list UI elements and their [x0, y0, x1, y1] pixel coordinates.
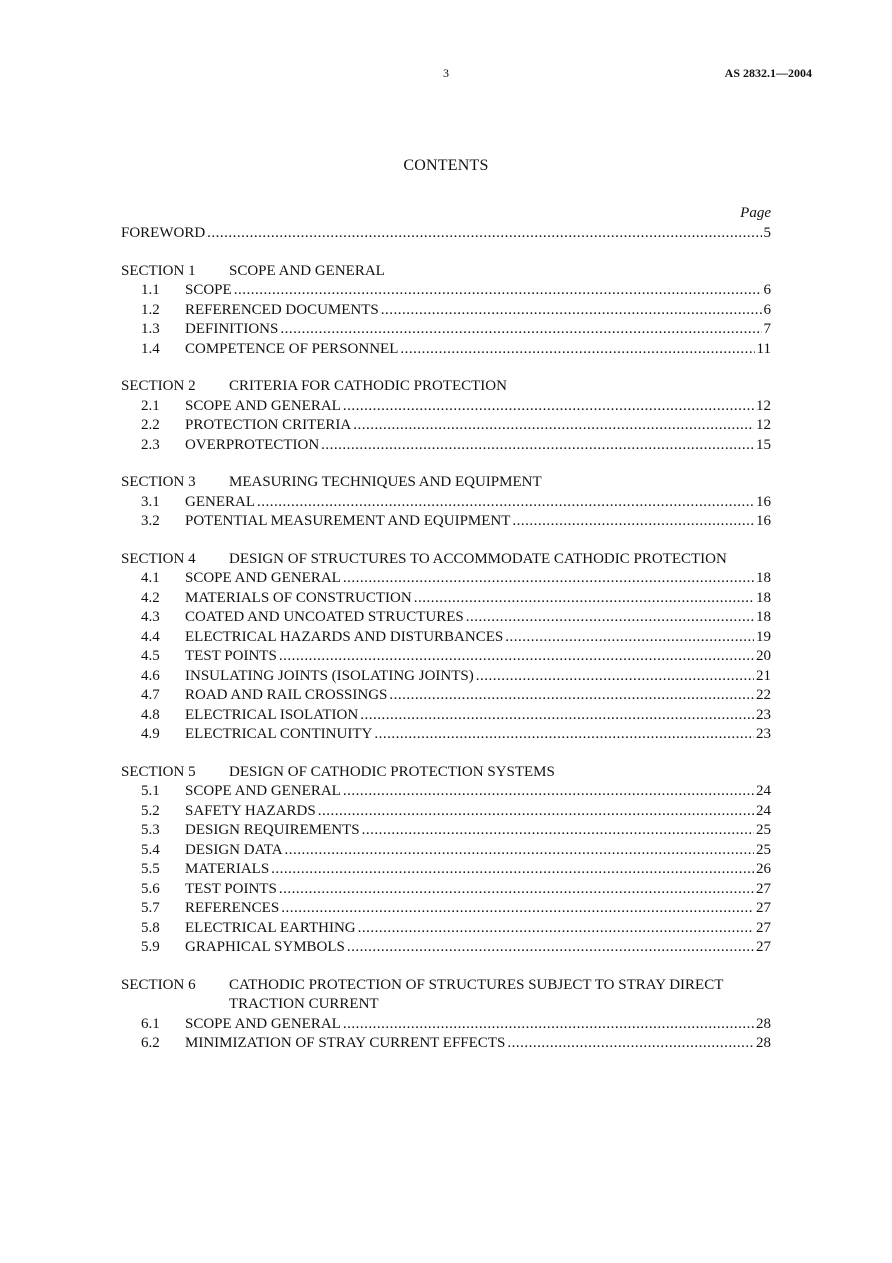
- section-number: SECTION 5: [121, 763, 196, 780]
- leader-dots: [476, 667, 754, 687]
- toc-entry-page: 22: [756, 687, 771, 703]
- toc-entry[interactable]: [121, 1034, 771, 1054]
- leader-dots: [360, 706, 754, 726]
- section-title: CATHODIC PROTECTION OF STRUCTURES SUBJECT TO STRAY DIRECT TRACTION CURRENT: [229, 976, 724, 1012]
- toc-entry-label: SCOPE AND GENERAL: [185, 397, 341, 414]
- toc-entry-page: 21: [756, 667, 771, 684]
- leader-dots: [381, 301, 762, 321]
- leader-dots: [414, 589, 754, 609]
- section-heading[interactable]: [121, 763, 771, 783]
- toc-entry-label: POTENTIAL MEASUREMENT AND EQUIPMENT: [185, 513, 511, 529]
- section-heading[interactable]: [121, 262, 771, 282]
- toc-entry-label: ELECTRICAL EARTHING: [185, 919, 356, 936]
- leader-dots: [207, 224, 761, 244]
- leader-dots: [343, 397, 754, 417]
- toc-entry-label: ELECTRICAL CONTINUITY: [185, 726, 373, 742]
- toc-entry-number: 5.9: [141, 939, 160, 955]
- toc-entry-page: 25: [756, 822, 771, 838]
- toc-entry-number: 1.1: [141, 282, 160, 298]
- toc-entry-number: 1.4: [141, 340, 160, 357]
- page-number: 3: [443, 66, 449, 80]
- leader-dots: [343, 1015, 754, 1035]
- toc-entry-label: DEFINITIONS: [185, 321, 279, 337]
- toc-entry-label: GENERAL: [185, 493, 255, 510]
- toc-entry-label: SCOPE: [185, 282, 232, 298]
- toc-entry-number: 4.7: [141, 687, 160, 703]
- toc-entry-number: 4.6: [141, 667, 160, 684]
- toc-entry-label: COMPETENCE OF PERSONNEL: [185, 340, 399, 357]
- toc-entry-label: ELECTRICAL ISOLATION: [185, 706, 359, 723]
- toc-entry-number: 4.1: [141, 570, 160, 586]
- toc-entry[interactable]: [121, 899, 771, 919]
- toc-entry-page: 23: [756, 706, 771, 723]
- toc-entry-page: 18: [756, 609, 771, 625]
- toc-entry-page: 27: [756, 900, 771, 916]
- section-number: SECTION 4: [121, 550, 196, 567]
- toc-entry-label: FOREWORD: [121, 225, 206, 241]
- toc-entry-page: 5: [763, 225, 771, 241]
- toc-entry[interactable]: [121, 301, 771, 321]
- leader-dots: [279, 880, 754, 900]
- section-heading[interactable]: [121, 377, 771, 397]
- leader-dots: [353, 416, 754, 436]
- toc-entry-label: DESIGN DATA: [185, 841, 283, 858]
- leader-dots: [505, 628, 754, 648]
- toc-entry-number: 4.8: [141, 706, 160, 723]
- toc-entry-number: 1.2: [141, 301, 160, 318]
- toc-entry-number: 5.3: [141, 822, 160, 838]
- toc-entry-page: 19: [756, 628, 771, 645]
- toc-entry[interactable]: [121, 589, 771, 609]
- toc-entry-label: MATERIALS OF CONSTRUCTION: [185, 589, 412, 606]
- toc-entry-page: 18: [756, 589, 771, 606]
- toc-entry-page: 18: [756, 570, 771, 586]
- toc-entry-number: 5.7: [141, 900, 160, 916]
- section-number: SECTION 3: [121, 474, 196, 490]
- leader-dots: [234, 281, 762, 301]
- standard-designation: AS 2832.1—2004: [724, 66, 812, 80]
- leader-dots: [389, 686, 754, 706]
- toc-entry[interactable]: [121, 919, 771, 939]
- toc-entry[interactable]: [121, 416, 771, 436]
- toc-entry-page: 7: [763, 321, 771, 337]
- toc-entry[interactable]: [121, 841, 771, 861]
- toc-entry[interactable]: [121, 628, 771, 648]
- toc-entry-number: 3.2: [141, 513, 160, 529]
- leader-dots: [374, 725, 754, 745]
- leader-dots: [358, 919, 754, 939]
- toc-entry[interactable]: [121, 938, 771, 958]
- section-heading[interactable]: [121, 976, 771, 1015]
- toc-entry-label: ELECTRICAL HAZARDS AND DISTURBANCES: [185, 628, 504, 645]
- toc-entry-page: 26: [756, 861, 771, 877]
- toc-entry-page: 6: [763, 282, 771, 298]
- toc-section: [121, 473, 771, 532]
- toc-entry-number: 4.9: [141, 726, 160, 742]
- leader-dots: [507, 1034, 754, 1054]
- toc-entry-label: SCOPE AND GENERAL: [185, 783, 341, 799]
- toc-entry-label: TEST POINTS: [185, 648, 277, 664]
- toc-entry-label: SCOPE AND GENERAL: [185, 570, 341, 586]
- leader-dots: [257, 493, 754, 513]
- section-heading[interactable]: [121, 473, 771, 493]
- toc-entry-label: PROTECTION CRITERIA: [185, 417, 352, 433]
- toc-entry-label: GRAPHICAL SYMBOLS: [185, 939, 345, 955]
- toc-entry-page: 27: [756, 919, 771, 936]
- toc-entry[interactable]: [121, 686, 771, 706]
- toc-entry-label: SAFETY HAZARDS: [185, 802, 316, 819]
- leader-dots: [318, 802, 754, 822]
- section-number: SECTION 2: [121, 378, 196, 394]
- toc-entry-page: 16: [756, 513, 771, 529]
- section-title: CRITERIA FOR CATHODIC PROTECTION: [229, 378, 507, 394]
- toc-entry-number: 4.4: [141, 628, 160, 645]
- toc-entry[interactable]: [121, 860, 771, 880]
- leader-dots: [466, 608, 754, 628]
- toc-entry[interactable]: [121, 821, 771, 841]
- toc-entry-label: OVERPROTECTION: [185, 436, 320, 453]
- toc-entry-label: MATERIALS: [185, 861, 270, 877]
- toc-entry[interactable]: [121, 320, 771, 340]
- leader-dots: [400, 340, 754, 360]
- leader-dots: [281, 899, 754, 919]
- toc-entry[interactable]: [121, 782, 771, 802]
- toc-entry-label: COATED AND UNCOATED STRUCTURES: [185, 609, 464, 625]
- toc-entry-page: 20: [756, 648, 771, 664]
- toc-entry-page: 25: [756, 841, 771, 858]
- leader-dots: [343, 569, 754, 589]
- toc-entry[interactable]: [121, 667, 771, 687]
- contents-title: CONTENTS: [403, 157, 489, 174]
- toc-entry[interactable]: [121, 647, 771, 667]
- toc-entry-foreword[interactable]: [121, 224, 771, 244]
- leader-dots: [321, 436, 754, 456]
- toc-section: [121, 763, 771, 958]
- toc-section: [121, 377, 771, 455]
- toc-entry[interactable]: [121, 802, 771, 822]
- section-title: SCOPE AND GENERAL: [229, 262, 385, 279]
- toc-entry-number: 4.2: [141, 589, 160, 606]
- toc-entry[interactable]: [121, 493, 771, 513]
- toc-entry-page: 27: [756, 880, 771, 897]
- toc-entry-label: REFERENCED DOCUMENTS: [185, 301, 379, 318]
- toc-entry-number: 6.2: [141, 1035, 160, 1051]
- leader-dots: [285, 841, 754, 861]
- toc-entry[interactable]: [121, 436, 771, 456]
- toc-entry-page: 27: [756, 939, 771, 955]
- toc-entry-number: 3.1: [141, 493, 160, 510]
- toc-entry[interactable]: [121, 397, 771, 417]
- toc-entry-number: 5.1: [141, 783, 160, 799]
- toc-entry-number: 5.4: [141, 841, 160, 858]
- toc-entry-page: 28: [756, 1015, 771, 1032]
- toc-section: [121, 976, 771, 1054]
- toc-entry-number: 4.3: [141, 609, 160, 625]
- toc-entry-page: 11: [756, 340, 771, 357]
- toc-entry-number: 2.3: [141, 436, 160, 453]
- toc-entry[interactable]: [121, 340, 771, 360]
- page-column-label: Page: [740, 205, 771, 221]
- toc-entry[interactable]: [121, 1015, 771, 1035]
- toc-entry[interactable]: [121, 880, 771, 900]
- toc-entry-number: 6.1: [141, 1015, 160, 1032]
- toc-entry-page: 28: [756, 1035, 771, 1051]
- toc-entry-label: TEST POINTS: [185, 880, 277, 897]
- leader-dots: [271, 860, 754, 880]
- leader-dots: [343, 782, 754, 802]
- toc-entry[interactable]: [121, 569, 771, 589]
- leader-dots: [280, 320, 761, 340]
- toc-entry-number: 5.8: [141, 919, 160, 936]
- toc-entry-page: 24: [756, 783, 771, 799]
- toc-entry[interactable]: [121, 706, 771, 726]
- toc-entry-number: 5.5: [141, 861, 160, 877]
- toc-entry-number: 4.5: [141, 648, 160, 664]
- toc-entry-label: ROAD AND RAIL CROSSINGS: [185, 687, 388, 703]
- toc-entry-label: INSULATING JOINTS (ISOLATING JOINTS): [185, 667, 474, 684]
- toc-entry-number: 2.2: [141, 417, 160, 433]
- toc-entry-page: 12: [756, 397, 771, 414]
- toc-entry-label: SCOPE AND GENERAL: [185, 1015, 341, 1032]
- toc-entry[interactable]: [121, 725, 771, 745]
- section-heading[interactable]: [121, 550, 771, 570]
- toc-entry-page: 24: [756, 802, 771, 819]
- toc-entry-page: 23: [756, 726, 771, 742]
- leader-dots: [362, 821, 754, 841]
- table-of-contents: [121, 224, 771, 1054]
- leader-dots: [279, 647, 754, 667]
- section-title: MEASURING TECHNIQUES AND EQUIPMENT: [229, 474, 542, 490]
- toc-entry[interactable]: [121, 281, 771, 301]
- leader-dots: [512, 512, 754, 532]
- toc-entry-label: REFERENCES: [185, 900, 280, 916]
- toc-entry-label: DESIGN REQUIREMENTS: [185, 822, 360, 838]
- toc-entry-page: 12: [756, 417, 771, 433]
- toc-entry[interactable]: [121, 512, 771, 532]
- toc-section: [121, 262, 771, 360]
- toc-entry-page: 16: [756, 493, 771, 510]
- toc-entry-number: 5.2: [141, 802, 160, 819]
- toc-entry-number: 2.1: [141, 397, 160, 414]
- toc-section: [121, 550, 771, 745]
- section-title: DESIGN OF STRUCTURES TO ACCOMMODATE CATHODIC PROTECTION: [229, 550, 727, 567]
- toc-entry-page: 6: [763, 301, 771, 318]
- section-number: SECTION 1: [121, 262, 196, 279]
- toc-entry-page: 15: [756, 436, 771, 453]
- toc-sections: [121, 262, 771, 1054]
- toc-entry-label: MINIMIZATION OF STRAY CURRENT EFFECTS: [185, 1035, 506, 1051]
- toc-entry-number: 1.3: [141, 321, 160, 337]
- toc-entry[interactable]: [121, 608, 771, 628]
- leader-dots: [347, 938, 754, 958]
- toc-entry-number: 5.6: [141, 880, 160, 897]
- section-title: DESIGN OF CATHODIC PROTECTION SYSTEMS: [229, 763, 555, 780]
- section-number: SECTION 6: [121, 976, 196, 993]
